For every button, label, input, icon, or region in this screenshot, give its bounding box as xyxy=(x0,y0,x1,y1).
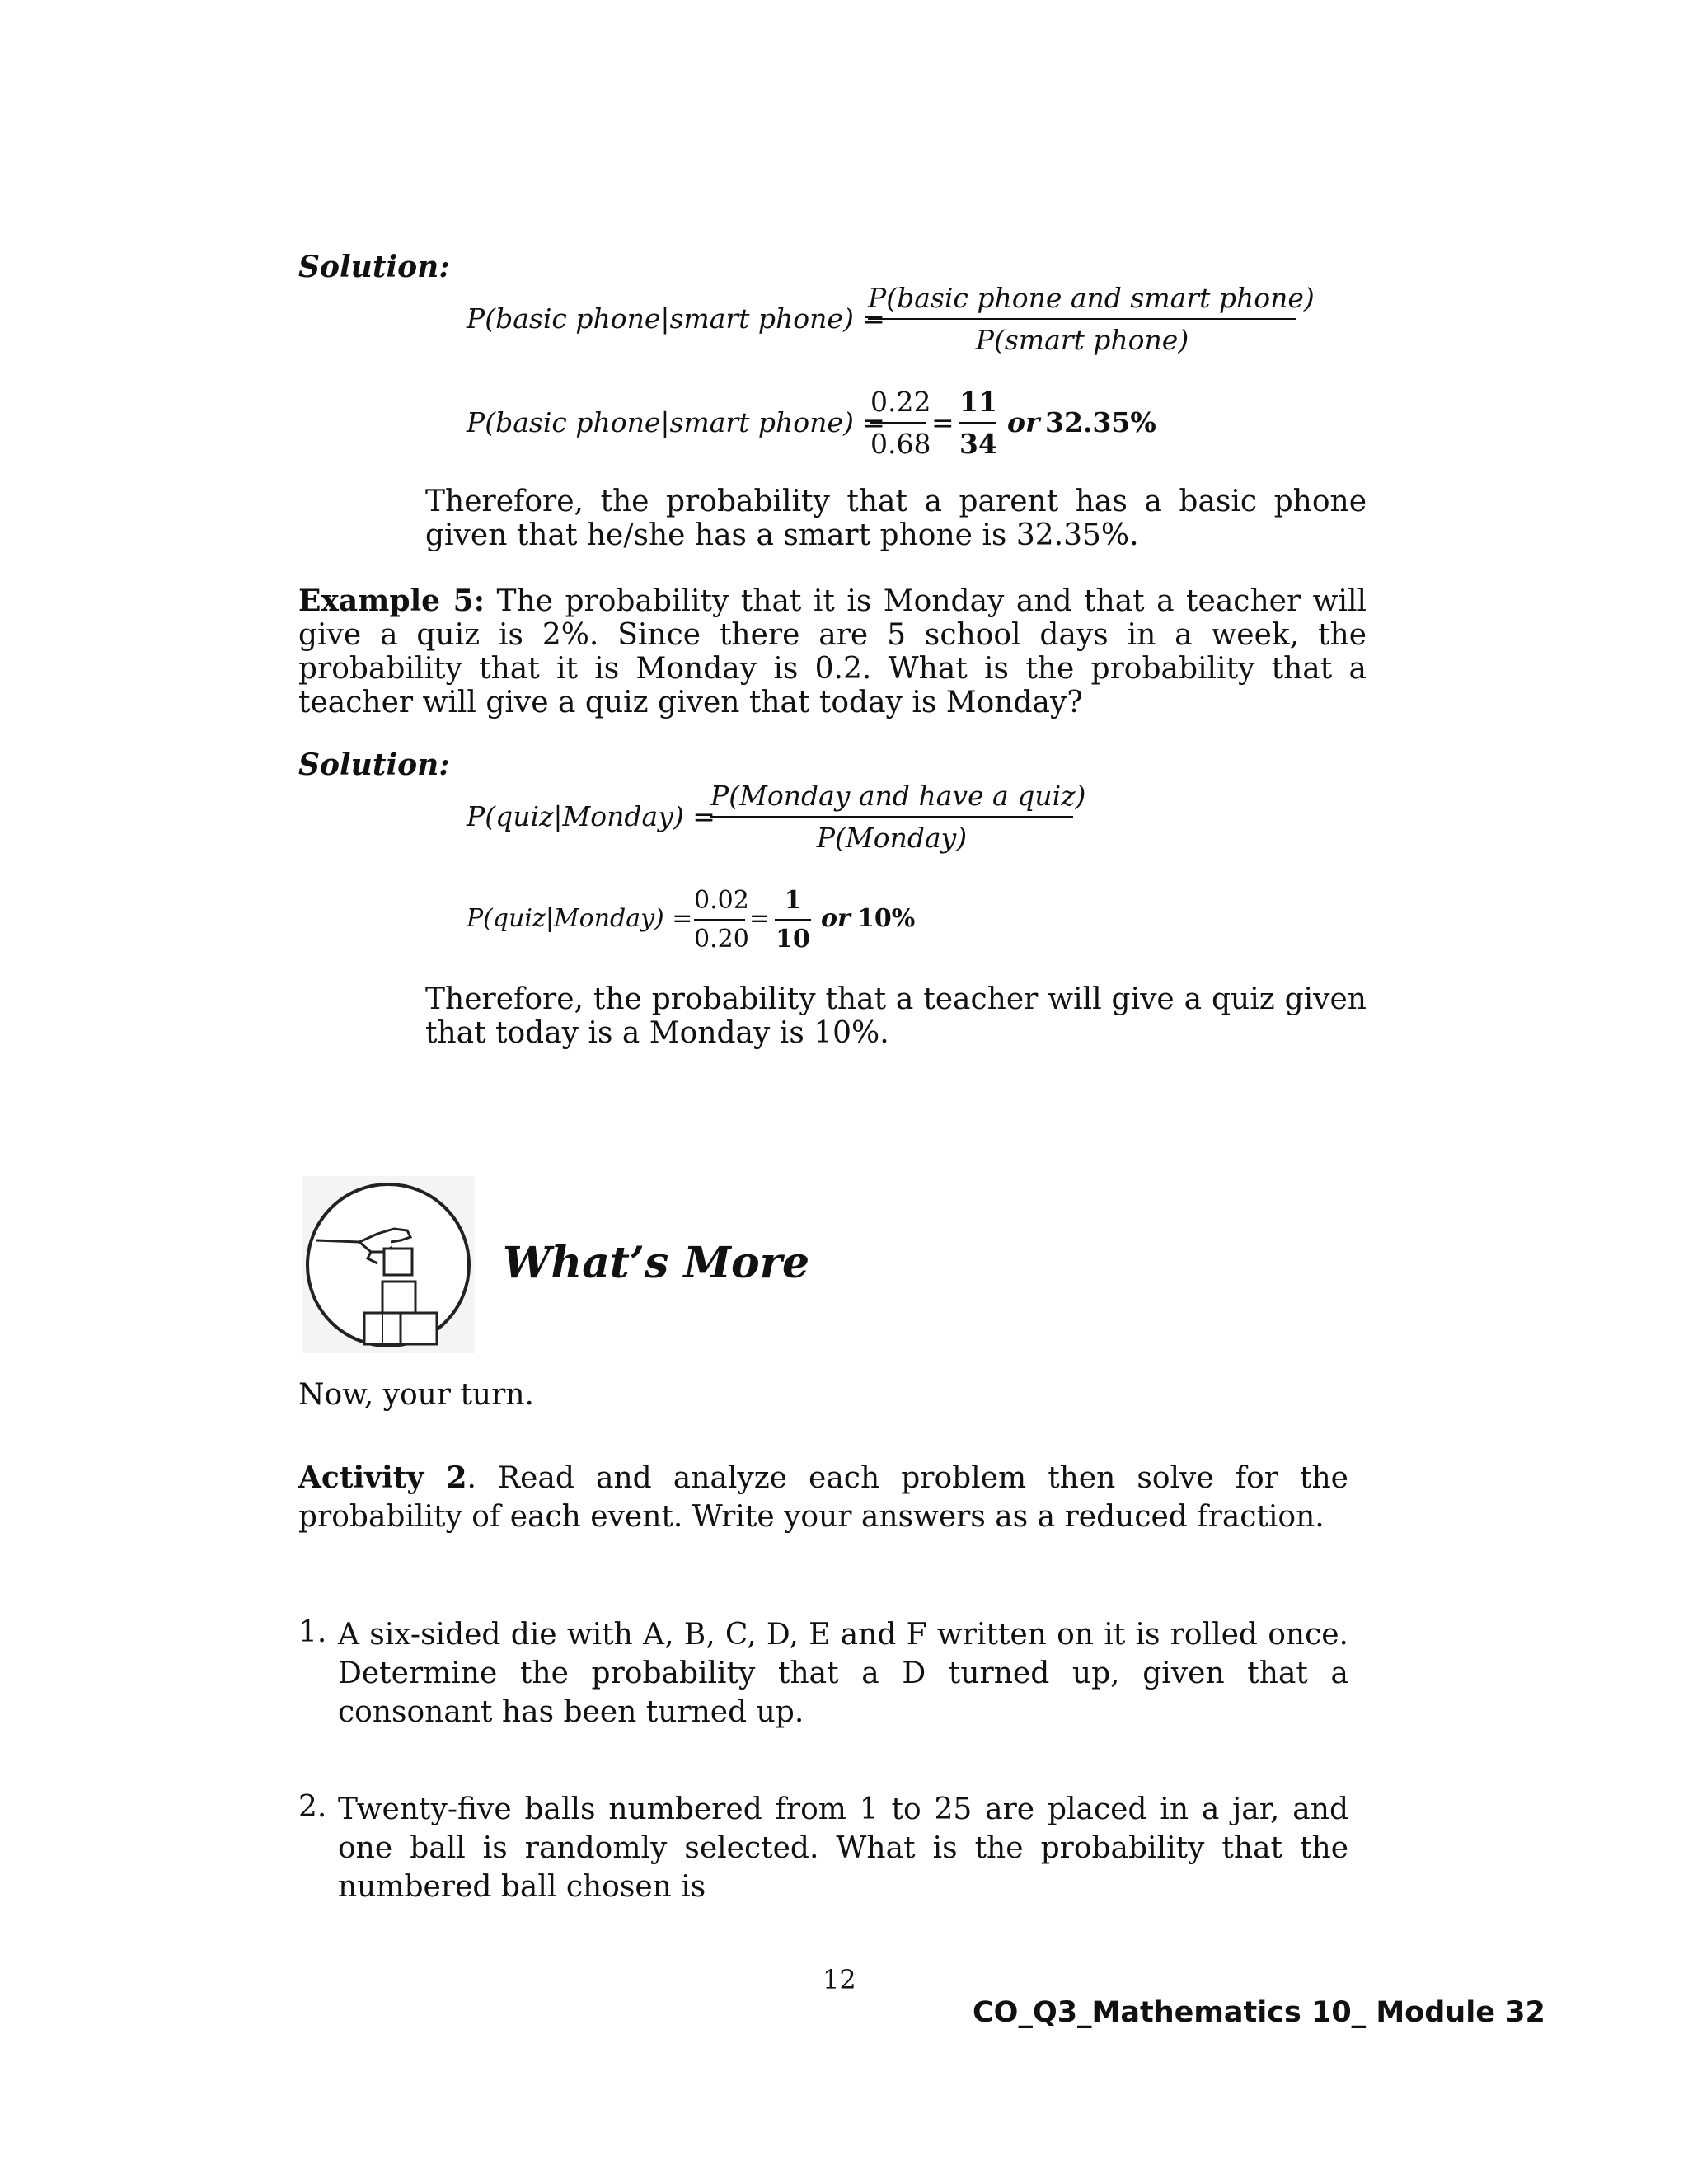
formula-numerator: P(Monday and have a quiz) xyxy=(710,780,1086,812)
value-fraction xyxy=(870,386,931,460)
problem-text: Twenty-five balls numbered from 1 to 25 are placed in a jar, and one ball is randomly selected. What is the probability that the numbered ball chosen is xyxy=(338,1793,1348,1904)
activity-text: . Read and analyze each problem then solve for the probability of each event. Write your answers as a reduced fraction. xyxy=(298,1461,1348,1534)
formula-fraction xyxy=(868,282,1315,356)
formula-lhs: P(quiz|Monday) = xyxy=(467,904,693,933)
formula-denominator: P(Monday) xyxy=(816,822,968,854)
hand-blocks-icon xyxy=(302,1176,475,1353)
result-percent: 10% xyxy=(857,904,916,933)
fraction-bar xyxy=(868,318,1296,320)
result-percent: 32.35% xyxy=(1045,406,1156,438)
example-text: The probability that it is Monday and that a teacher will give a quiz is 2%. Since there are 5 school days in a week, the probability that it is Monday is 0.2. What is the probability that a teacher will give a quiz given that today is Monday? xyxy=(298,584,1367,719)
page-number: 12 xyxy=(823,1964,856,1995)
formula-denominator: P(smart phone) xyxy=(975,324,1189,356)
problem-number: 2. xyxy=(298,1790,327,1824)
value-denominator: 0.20 xyxy=(694,925,749,954)
result-denominator: 10 xyxy=(776,925,810,954)
formula-fraction xyxy=(710,780,1086,854)
fraction-bar xyxy=(710,816,1073,818)
or-text: or xyxy=(1007,406,1040,438)
section-title: What’s More xyxy=(503,1238,810,1288)
result-numerator: 1 xyxy=(784,886,802,915)
example-paragraph xyxy=(298,584,1367,719)
conclusion-text: Therefore, the probability that a teacher will give a quiz given that today is a Monday is 10%. xyxy=(425,982,1367,1050)
example-label: Example 5: xyxy=(298,583,485,618)
formula-lhs: P(basic phone|smart phone) = xyxy=(467,302,885,335)
result-numerator: 11 xyxy=(959,386,997,418)
fraction-bar xyxy=(775,919,811,921)
formula-lhs: P(basic phone|smart phone) = xyxy=(467,406,885,438)
value-fraction xyxy=(694,886,749,954)
result-denominator: 34 xyxy=(959,428,997,460)
intro-text: Now, your turn. xyxy=(298,1378,534,1412)
result-fraction xyxy=(775,886,811,954)
value-denominator: 0.68 xyxy=(870,428,931,460)
equals-sign: = xyxy=(749,904,771,933)
fraction-bar xyxy=(959,422,996,424)
value-numerator: 0.22 xyxy=(870,386,931,418)
equals-sign: = xyxy=(931,406,954,438)
or-text: or xyxy=(821,904,851,933)
solution-label: Solution: xyxy=(298,250,450,284)
activity-paragraph xyxy=(298,1459,1348,1536)
value-numerator: 0.02 xyxy=(694,886,749,915)
result-fraction xyxy=(959,386,996,460)
problem-number: 1. xyxy=(298,1615,327,1649)
activity-label: Activity 2 xyxy=(298,1460,467,1495)
problem-text: A six-sided die with A, B, C, D, E and F written on it is rolled once. Determine the probability that a D turned up, given that a consonant has been turned up. xyxy=(338,1618,1348,1729)
solution-label: Solution: xyxy=(298,748,450,782)
formula-lhs: P(quiz|Monday) = xyxy=(467,800,715,832)
formula-numerator: P(basic phone and smart phone) xyxy=(868,282,1315,314)
fraction-bar xyxy=(870,422,926,424)
conclusion-text: Therefore, the probability that a parent has a basic phone given that he/she has a smart phone is 32.35%. xyxy=(425,485,1367,552)
module-footer: CO_Q3_Mathematics 10_ Module 32 xyxy=(973,1996,1545,2029)
fraction-bar xyxy=(694,919,745,921)
